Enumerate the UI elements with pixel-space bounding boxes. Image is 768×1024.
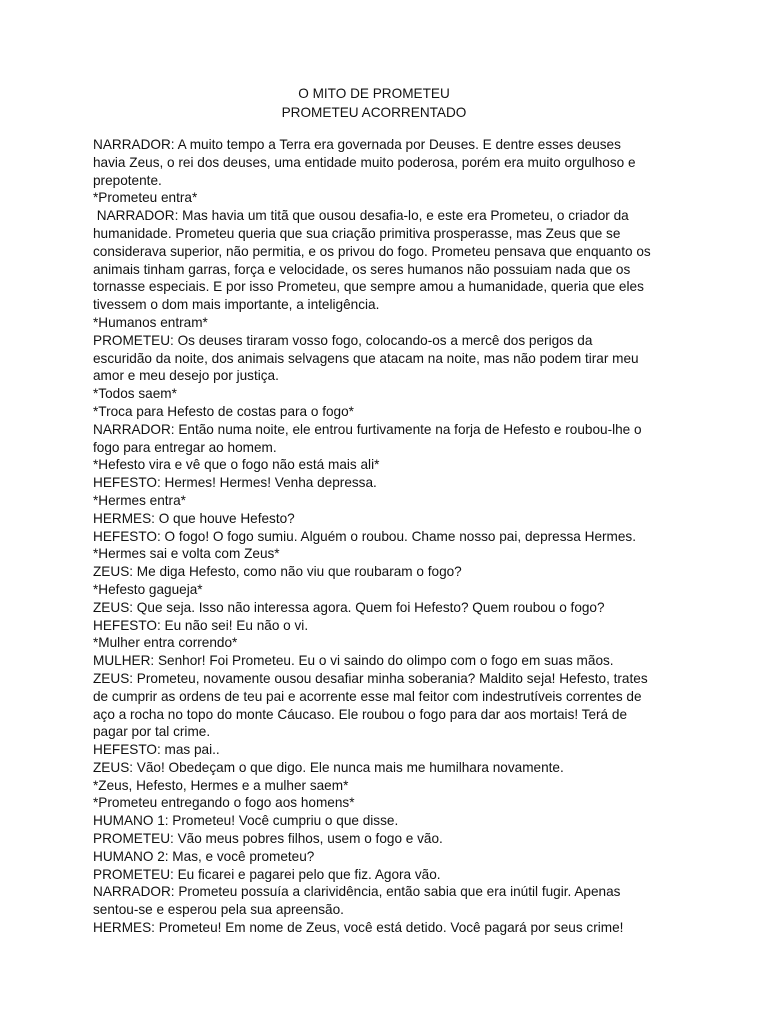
title-block	[0, 84, 768, 122]
paragraph	[93, 545, 683, 563]
text-line: *Hefesto gagueja*	[93, 581, 203, 597]
text-line: aço a rocha no topo do monte Cáucaso. Ele roubou o fogo para dar aos mortais! Terá de	[93, 706, 628, 722]
text-line: *Humanos entram*	[93, 314, 208, 330]
paragraph	[93, 189, 683, 207]
text-line: ZEUS: Prometeu, novamente ousou desafiar minha soberania? Maldito seja! Hefesto, trates	[93, 670, 648, 686]
paragraph	[93, 883, 683, 919]
paragraph	[93, 581, 683, 599]
text-line: *Todos saem*	[93, 386, 177, 402]
text-line: fogo para entregar ao homem.	[93, 439, 277, 455]
text-line: *Hermes sai e volta com Zeus*	[93, 546, 280, 562]
text-line: MULHER: Senhor! Foi Prometeu. Eu o vi saindo do olimpo com o fogo em suas mãos.	[93, 653, 614, 669]
text-line: HEFESTO: O fogo! O fogo sumiu. Alguém o roubou. Chame nosso pai, depressa Hermes.	[93, 528, 637, 544]
paragraph	[93, 919, 683, 937]
text-line: *Prometeu entregando o fogo aos homens*	[93, 795, 355, 811]
paragraph	[93, 866, 683, 884]
text-line: NARRADOR: Prometeu possuía a clarividência, então sabia que era inútil fugir. Apenas	[93, 884, 621, 900]
text-line: *Hermes entra*	[93, 492, 186, 508]
text-line: *Zeus, Hefesto, Hermes e a mulher saem*	[93, 777, 349, 793]
text-line: HEFESTO: Hermes! Hermes! Venha depressa.	[93, 475, 377, 491]
paragraph	[93, 563, 683, 581]
paragraph	[93, 794, 683, 812]
paragraph	[93, 332, 683, 385]
text-line: HEFESTO: Eu não sei! Eu não o vi.	[93, 617, 309, 633]
paragraph	[93, 528, 683, 546]
text-line: PROMETEU: Os deuses tiraram vosso fogo, colocando-os a mercê dos perigos da	[93, 332, 593, 348]
paragraph	[93, 456, 683, 474]
paragraph	[93, 741, 683, 759]
text-line: *Hefesto vira e vê que o fogo não está mais ali*	[93, 457, 380, 473]
text-line: NARRADOR: Mas havia um titã que ousou desafia-lo, e este era Prometeu, o criador da	[93, 208, 629, 224]
paragraph	[93, 474, 683, 492]
paragraph	[93, 652, 683, 670]
text-line: de cumprir as ordens de teu pai e acorrente esse mal feitor com indestrutíveis correntes de	[93, 688, 642, 704]
text-line: HERMES: Prometeu! Em nome de Zeus, você está detido. Você pagará por seus crime!	[93, 920, 624, 936]
paragraph	[93, 314, 683, 332]
text-line: tornasse especiais. E por isso Prometeu, que sempre amou a humanidade, queria que eles	[93, 279, 644, 295]
paragraph	[93, 777, 683, 795]
paragraph	[93, 385, 683, 403]
paragraph	[93, 492, 683, 510]
paragraph	[93, 207, 683, 314]
text-line: PROMETEU: Eu ficarei e pagarei pelo que fiz. Agora vão.	[93, 866, 441, 882]
text-line: NARRADOR: A muito tempo a Terra era governada por Deuses. E dentre esses deuses	[93, 137, 621, 152]
text-line: prepotente.	[93, 172, 162, 188]
paragraph	[93, 599, 683, 617]
paragraph	[93, 759, 683, 777]
document-title: O MITO DE PROMETEU	[298, 86, 450, 101]
paragraph	[93, 634, 683, 652]
paragraph	[93, 421, 683, 457]
text-line: pagar por tal crime.	[93, 724, 211, 740]
text-line: ZEUS: Me diga Hefesto, como não viu que roubaram o fogo?	[93, 564, 462, 580]
text-line: escuridão da noite, dos animais selvagens que atacam na noite, mas não podem tirar meu	[93, 350, 639, 366]
text-line: considerava superior, não permitia, e os privou do fogo. Prometeu pensava que enquanto os	[93, 243, 651, 259]
paragraph	[93, 830, 683, 848]
text-line: amor e meu desejo por justiça.	[93, 368, 279, 384]
paragraph	[93, 670, 683, 741]
text-line: HUMANO 2: Mas, e você prometeu?	[93, 848, 315, 864]
text-line: animais tinham garras, força e velocidade, os seres humanos não possuiam nada que os	[93, 261, 631, 277]
paragraph	[93, 403, 683, 421]
paragraph	[93, 848, 683, 866]
text-line: ZEUS: Vão! Obedeçam o que digo. Ele nunca mais me humilhara novamente.	[93, 759, 564, 775]
text-line: tivessem o dom mais importante, a inteligência.	[93, 297, 380, 313]
text-line: sentou-se e esperou pela sua apreensão.	[93, 902, 344, 918]
document-body	[93, 136, 683, 937]
text-line: HERMES: O que houve Hefesto?	[93, 510, 295, 526]
document-subtitle: PROMETEU ACORRENTADO	[281, 105, 467, 120]
paragraph	[93, 812, 683, 830]
text-line: *Troca para Hefesto de costas para o fogo*	[93, 403, 354, 419]
text-line: HUMANO 1: Prometeu! Você cumpriu o que disse.	[93, 813, 399, 829]
text-line: humanidade. Prometeu queria que sua criação primitiva prosperasse, mas Zeus que se	[93, 225, 621, 241]
text-line: ZEUS: Que seja. Isso não interessa agora. Quem foi Hefesto? Quem roubou o fogo?	[93, 599, 605, 615]
text-line: havia Zeus, o rei dos deuses, uma entidade muito poderosa, porém era muito orgulhoso e	[93, 154, 636, 170]
text-line: *Mulher entra correndo*	[93, 635, 238, 651]
paragraph	[93, 510, 683, 528]
text-line: NARRADOR: Então numa noite, ele entrou furtivamente na forja de Hefesto e roubou-lhe o	[93, 421, 642, 437]
text-line: *Prometeu entra*	[93, 190, 198, 206]
paragraph	[93, 136, 683, 189]
text-line: PROMETEU: Vão meus pobres filhos, usem o fogo e vão.	[93, 831, 443, 847]
paragraph	[93, 617, 683, 635]
text-line: HEFESTO: mas pai..	[93, 742, 220, 758]
